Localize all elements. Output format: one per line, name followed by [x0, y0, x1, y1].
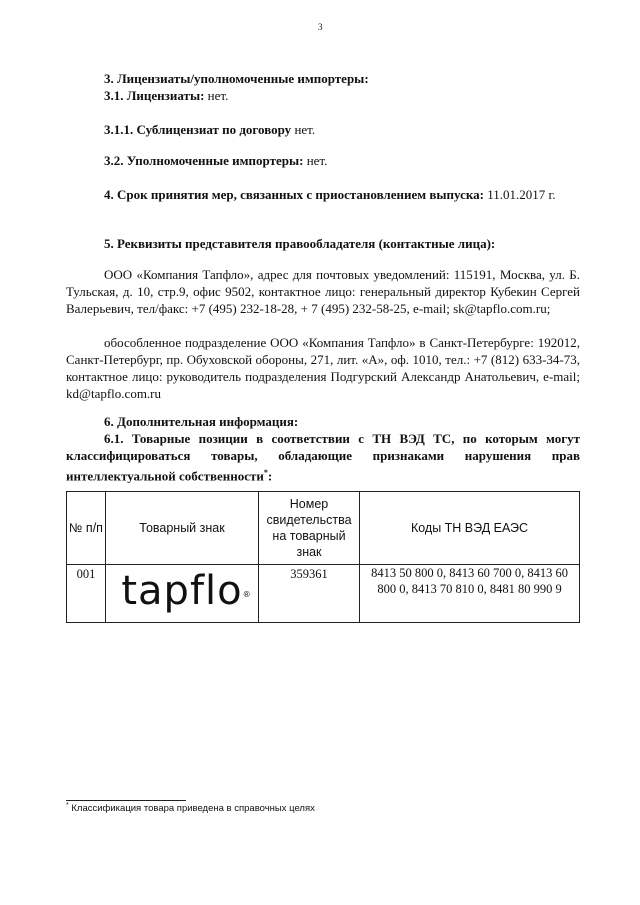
section-3-1-value: нет. [207, 88, 229, 103]
section-5-title: 5. Реквизиты представителя правообладателя (контактные лица): [104, 236, 496, 251]
row-codes: 8413 50 800 0, 8413 60 700 0, 8413 60 800 0, 8413 70 810 0, 8481 80 990 9 [360, 565, 580, 623]
section-3-2-value: нет. [306, 153, 328, 168]
contact-paragraph-moscow: ООО «Компания Тапфло», адрес для почтовых уведомлений: 115191, Москва, ул. Б. Тульская, д. 10, стр.9, офис 9502, контактное лицо: генеральный директор Кубекин Сергей Валерьевич, тел/факс: +7 (495) 232-18-28, + 7 (495) 232-58-25, e-mail; sk@tapflo.com.ru; [66, 267, 580, 316]
section-6-title: 6. Дополнительная информация: [104, 414, 299, 429]
section-4-label: 4. Срок принятия мер, связанных с приостановлением выпуска: [104, 187, 484, 202]
tapflo-logo-text: tapflo [121, 568, 243, 614]
section-3-1-1-value: нет. [294, 122, 316, 137]
header-trademark: Товарный знак [106, 492, 259, 565]
trademark-table [66, 491, 580, 623]
section-3-1-label: 3.1. Лицензиаты: [104, 88, 205, 103]
header-num: № п/п [67, 492, 106, 565]
tapflo-logo [121, 568, 252, 614]
section-3-2 [104, 152, 327, 169]
header-codes: Коды ТН ВЭД ЕАЭС [360, 492, 580, 565]
footnote-ref: * [263, 468, 268, 477]
section-4-value: 11.01.2017 г. [487, 187, 556, 202]
section-3-1-1-label: 3.1.1. Сублицензиат по договору [104, 122, 292, 137]
page-number: 3 [318, 22, 323, 32]
section-3-2-label: 3.2. Уполномоченные импортеры: [104, 153, 304, 168]
row-num: 001 [67, 565, 106, 623]
footnote [66, 802, 315, 814]
header-certificate: Номер свидетельства на товарный знак [259, 492, 360, 565]
row-certificate: 359361 [259, 565, 360, 623]
section-6-1 [66, 430, 580, 484]
registered-mark: ® [242, 590, 252, 599]
footnote-text: Классификация товара приведена в справочных целях [71, 803, 315, 815]
section-3-1 [104, 87, 228, 104]
table-header-row [67, 492, 580, 565]
table-row [67, 565, 580, 623]
row-trademark [106, 565, 259, 623]
section-4 [66, 186, 580, 203]
section-6-1-text: 6.1. Товарные позиции в соответствии с ТН ВЭД ТС, по которым могут классифицироваться товары, обладающие признаками нарушения прав интеллектуальной собственности [66, 431, 580, 484]
section-6-1-tail: : [267, 468, 273, 484]
section-3-1-1 [104, 121, 315, 138]
footnote-mark: * [66, 802, 69, 809]
section-3-title: 3. Лицензиаты/уполномоченные импортеры: [104, 71, 369, 86]
contact-paragraph-spb: обособленное подразделение ООО «Компания Тапфло» в Санкт-Петербурге: 192012, Санкт-Петербург, пр. Обуховской обороны, 271, лит. «А», оф. 1010, тел.: +7 (812) 633-34-73, контактное лицо: руководитель подразделения Подгурский Александр Анатольевич, e-mail; kd@tapflo.com.ru [66, 335, 580, 401]
footnote-divider [66, 800, 186, 801]
